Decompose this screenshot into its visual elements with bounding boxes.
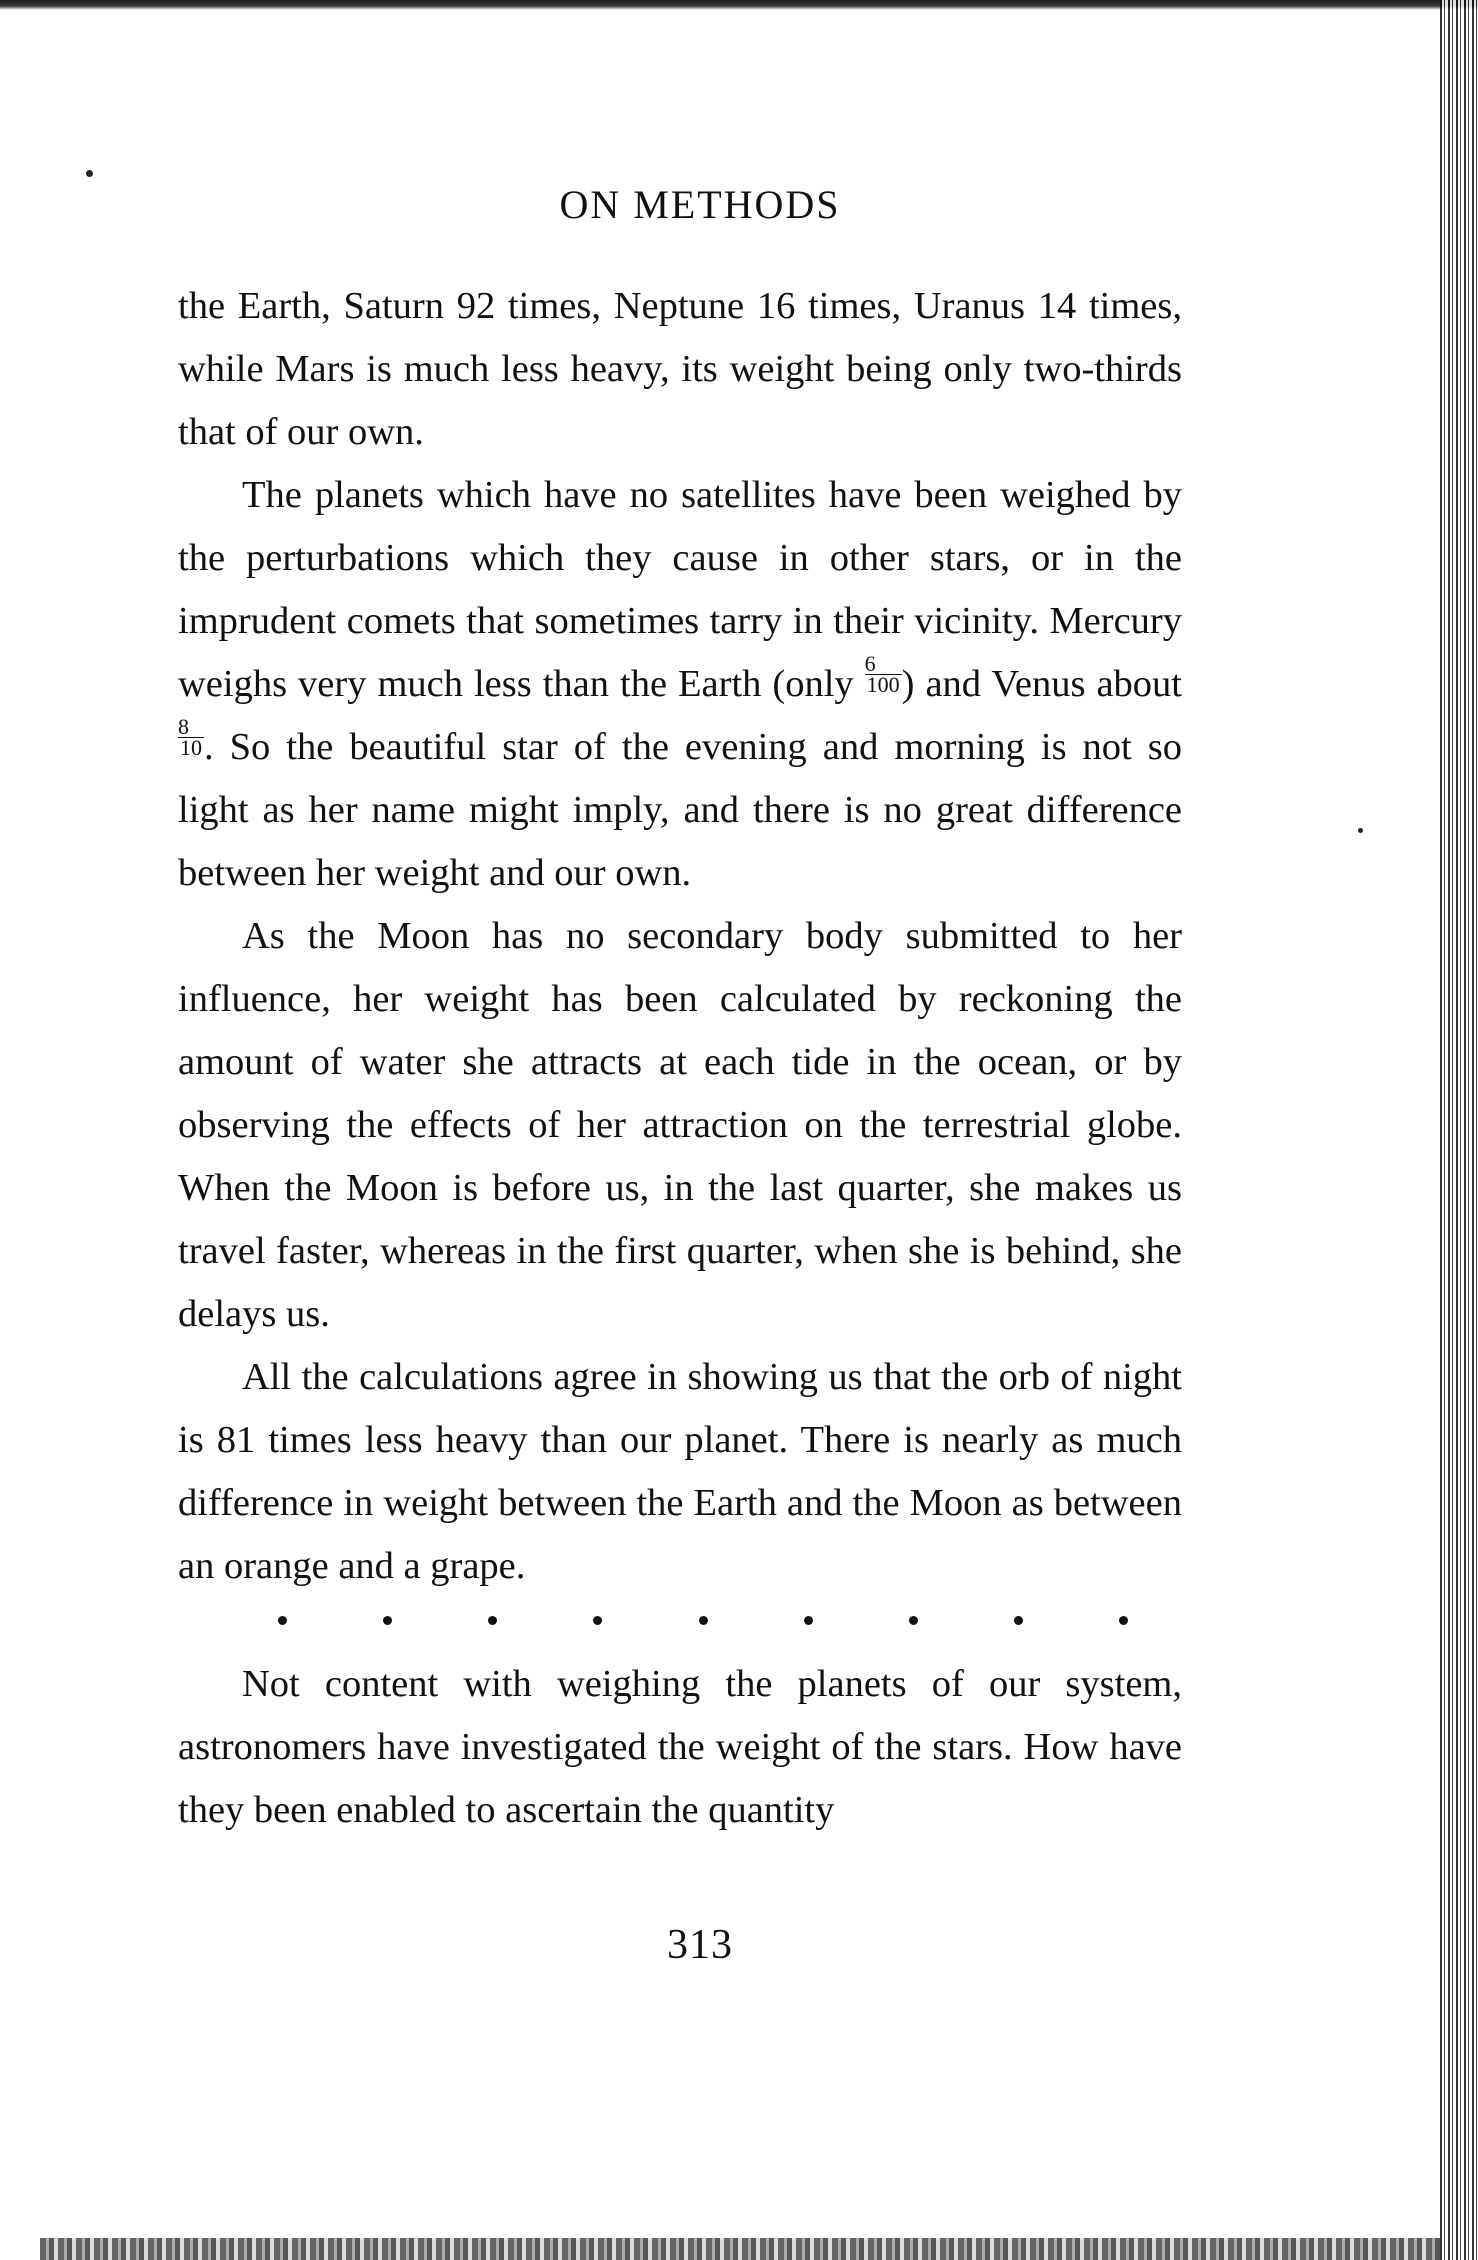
scan-bottom-edge [40, 2238, 1440, 2260]
ornament-dot [699, 1616, 708, 1625]
ornament-dot [383, 1616, 392, 1625]
fraction-numerator: 8 [178, 714, 189, 739]
ornament-dot [804, 1616, 813, 1625]
paragraph-text: ) and Venus about [901, 663, 1182, 705]
section-break-dots [278, 1616, 1128, 1625]
ornament-dot [593, 1616, 602, 1625]
scan-top-edge [0, 0, 1478, 10]
ornament-dot [278, 1616, 287, 1625]
paragraph-moon-weight: As the Moon has no secondary body submitted to her influence, her weight has been calculated by reckoning the amount of water she attracts at each tide in the ocean, or by observing the effects of her attraction on the terrestrial globe. When the Moon is before us, in the last quarter, she makes us travel faster, whereas in the first quarter, when she is behind, she delays us. [178, 915, 1182, 1335]
fraction-venus [178, 714, 204, 760]
scan-speck [1358, 828, 1363, 833]
page-number: 313 [667, 1922, 733, 1968]
fraction-denominator: 100 [866, 672, 900, 697]
ornament-dot [488, 1616, 497, 1625]
ornament-dot [1014, 1616, 1023, 1625]
paragraph-planets-weighed [178, 464, 1182, 905]
running-header: ON METHODS [559, 182, 841, 227]
ornament-dot [1119, 1616, 1128, 1625]
scan-right-edge [1440, 0, 1478, 2260]
fraction-mercury [864, 651, 902, 697]
body-text [178, 275, 1182, 1842]
scan-speck [86, 170, 93, 177]
fraction-numerator: 6 [864, 651, 876, 676]
paragraph-continued: the Earth, Saturn 92 times, Neptune 16 times, Uranus 14 times, while Mars is much less heavy, its weight being only two-thirds that of our own. [178, 285, 1182, 453]
paragraph-text: The planets which have no satellites have been weighed by the perturbations which they cause in other stars, or in the imprudent comets that sometimes tarry in their vicinity. Mercury weighs very much less than the Earth (only [178, 474, 1182, 705]
paragraph-weight-of-stars: Not content with weighing the planets of our system, astronomers have investigated the weight of the stars. How have they been enabled to ascertain the quantity [178, 1663, 1182, 1831]
paragraph-orb-of-night: All the calculations agree in showing us that the orb of night is 81 times less heavy than our planet. There is nearly as much difference in weight between the Earth and the Moon as between an orange and a grape. [178, 1356, 1182, 1587]
ornament-dot [909, 1616, 918, 1625]
fraction-denominator: 10 [180, 735, 202, 760]
paragraph-text: . So the beautiful star of the evening and morning is not so light as her name might imply, and there is no great difference between her weight and our own. [178, 726, 1182, 894]
